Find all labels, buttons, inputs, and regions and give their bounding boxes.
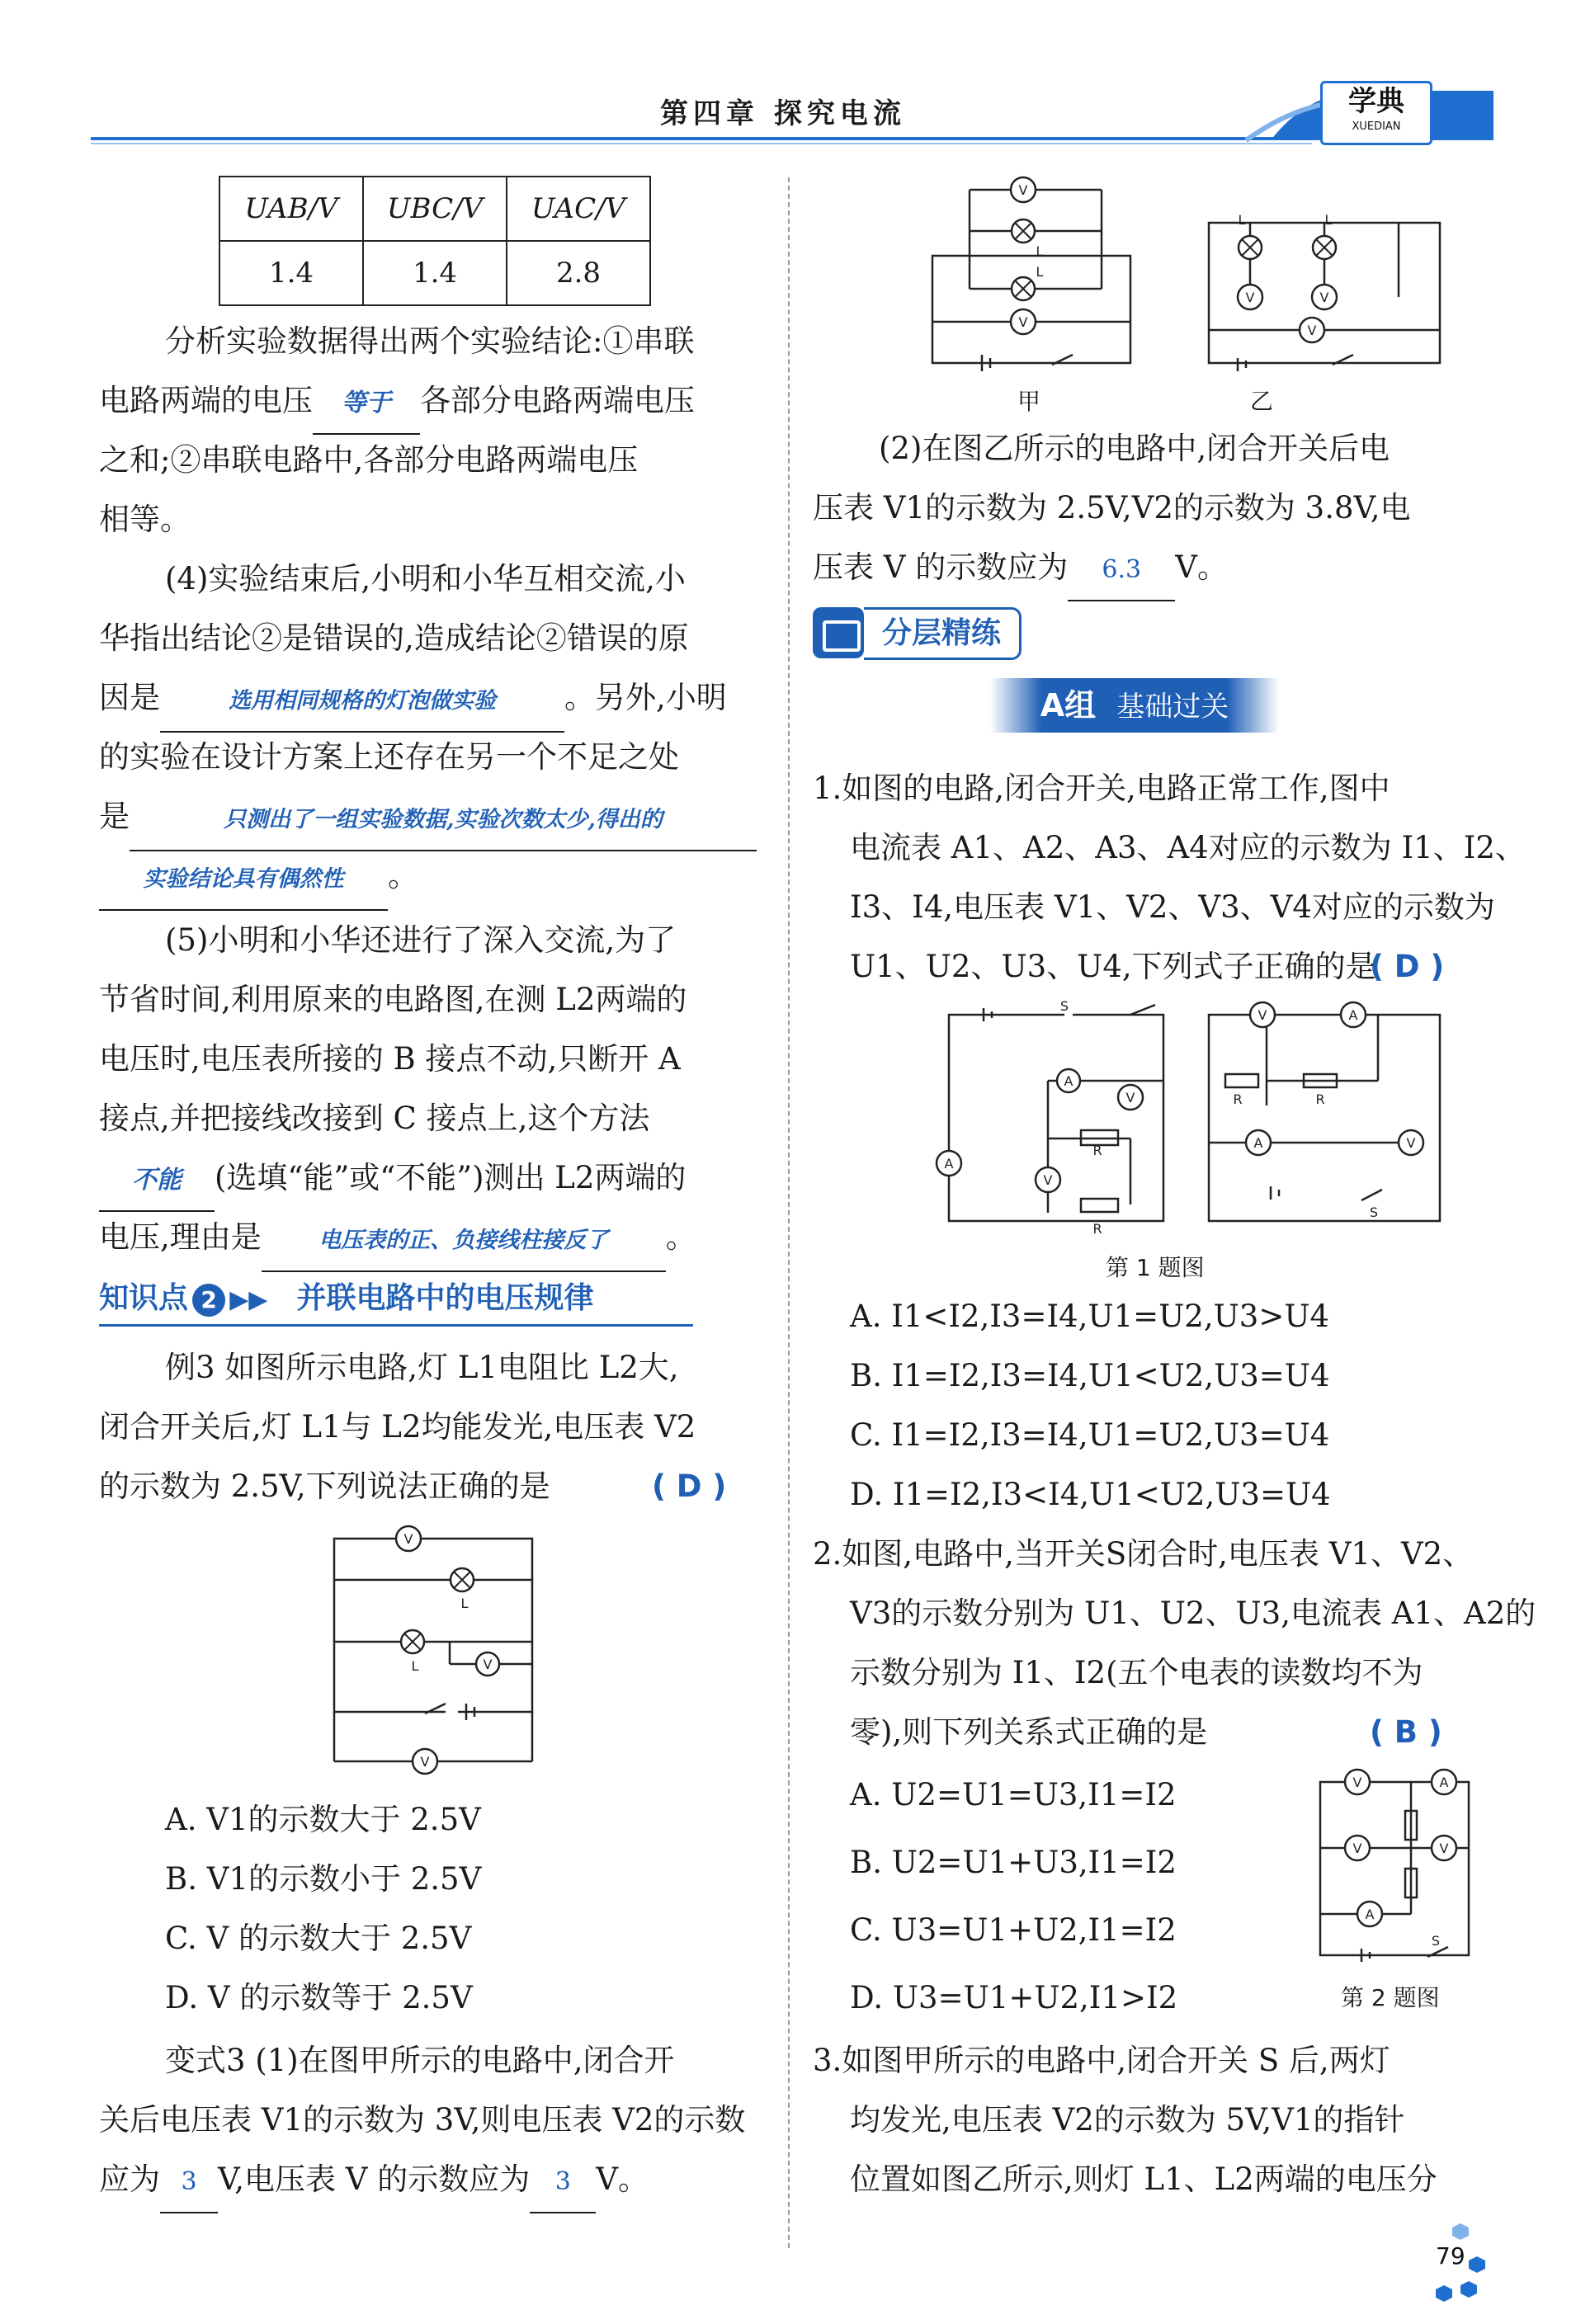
section-header [813,604,1060,663]
page-header [0,0,1576,157]
kp-title: 并联电路中的电压规律 [296,1281,594,1315]
brand-name: 学典 [1348,85,1404,118]
text-line: 电压时,电压表所接的 B 接点不动,只断开 A [99,1041,681,1077]
svg-text:V: V [1257,1007,1267,1023]
svg-text:A: A [1365,1907,1375,1922]
text-line: 节省时间,利用原来的电路图,在测 L2两端的 [99,982,687,1017]
circuit-diagram-example3 [326,1522,540,1778]
text-line: U1、U2、U3、U4,下列式子正确的是 [850,949,1376,984]
text-line: 不能 (选填“能”或“不能”)测出 L2两端的 [99,1148,686,1212]
text-line: 相等。 [99,502,191,537]
option-D: D. V 的示数等于 2.5V [165,1980,473,2015]
q2-option-A: A. U2=U1=U3,I1=I2 [850,1777,1177,1813]
svg-text:V: V [1125,1090,1135,1105]
text-line: 示数分别为 I1、I2(五个电表的读数均不为 [850,1655,1423,1690]
text-line: 变式3 (1)在图甲所示的电路中,闭合开 [165,2043,675,2078]
text-line: 位置如图乙所示,则灯 L1、L2两端的电压分 [850,2161,1437,2197]
chapter-title: 第四章 探究电流 [660,97,906,130]
svg-text:V: V [1439,1841,1449,1856]
circuit-diagram-q2 [1312,1765,1477,1972]
q1-option-C: C. I1=I2,I3=I4,U1=U2,U3=U4 [850,1417,1330,1453]
text-line: 1.如图的电路,闭合开关,电路正常工作,图中 [813,771,1390,806]
text-line: 之和;②串联电路中,各部分电路两端电压 [99,442,639,478]
table-cell: 2.8 [507,241,650,305]
svg-text:V: V [1352,1841,1362,1856]
svg-text:R: R [1315,1091,1325,1107]
text-line: 接点,并把接线改接到 C 接点上,这个方法 [99,1101,650,1136]
svg-text:V: V [1018,314,1028,330]
svg-text:V: V [420,1754,430,1770]
svg-text:L: L [1238,212,1246,228]
text-line: 电流表 A1、A2、A3、A4对应的示数为 I1、I2、 [850,830,1526,865]
group-label: A组 [1040,687,1097,724]
answer-blank: 只测出了一组实验数据,实验次数太少,得出的 [130,790,757,851]
text-line: 分析实验数据得出两个实验结论:①串联 [165,323,695,359]
q1-option-D: D. I1=I2,I3<I4,U1<U2,U3=U4 [850,1477,1331,1512]
text-line: 应为 3 V,电压表 V 的示数应为 3 V。 [99,2150,649,2213]
book-icon [813,607,864,658]
svg-text:A: A [1348,1007,1358,1023]
column-divider [788,177,790,2248]
brand-logo [1320,81,1432,145]
text-line: I3、I4,电压表 V1、V2、V3、V4对应的示数为 [850,889,1495,925]
text-line: 的示数为 2.5V,下列说法正确的是 [99,1468,550,1504]
q2-option-B: B. U2=U1+U3,I1=I2 [850,1845,1177,1880]
circuit-diagrams-jia-yi [920,173,1465,404]
svg-text:V: V [1307,323,1317,338]
svg-text:S: S [1369,1204,1379,1220]
figure-label-jia: 甲 [1017,388,1041,415]
svg-text:A: A [1064,1073,1073,1089]
table-cell: 1.4 [363,241,507,305]
table-header: UBC/V [363,177,507,241]
answer-blank: 不能 [99,1151,215,1212]
text-line: 关后电压表 V1的示数为 3V,则电压表 V2的示数 [99,2102,746,2138]
text-line: 压表 V1的示数为 2.5V,V2的示数为 3.8V,电 [813,490,1411,526]
answer-blank: 选用相同规格的灯泡做实验 [160,672,564,733]
table-header: UAB/V [219,177,363,241]
answer-blank: 6.3 [1068,540,1175,601]
text-line: (5)小明和小华还进行了深入交流,为了 [165,922,677,958]
q1-option-B: B. I1=I2,I3=I4,U1<U2,U3=U4 [850,1358,1330,1393]
answer-choice: ( D ) [652,1468,727,1504]
answer-blank: 等于 [313,374,420,435]
text-line: V3的示数分别为 U1、U2、U3,电流表 A1、A2的 [850,1596,1536,1631]
text-line: 电压,理由是 电压表的正、负接线柱接反了 。 [99,1208,696,1272]
svg-text:S: S [1059,998,1069,1014]
answer-choice: ( B ) [1370,1714,1442,1750]
svg-text:V: V [1043,1172,1053,1188]
svg-text:L: L [1036,264,1044,280]
q2-option-C: C. U3=U1+U2,I1=I2 [850,1912,1177,1948]
svg-text:L: L [1324,212,1333,228]
svg-text:V: V [1352,1775,1362,1790]
svg-text:V: V [1319,290,1329,305]
play-arrows-icon: ▶▶ [229,1285,268,1314]
answer-blank: 电压表的正、负接线柱接反了 [262,1211,666,1272]
data-table [219,176,651,306]
svg-text:V: V [403,1531,413,1547]
group-banner [990,678,1279,733]
page-number: 79 [1436,2242,1465,2270]
svg-text:R: R [1092,1221,1102,1237]
option-C: C. V 的示数大于 2.5V [165,1921,472,1956]
text-line: 3.如图甲所示的电路中,闭合开关 S 后,两灯 [813,2043,1390,2078]
page-number-decoration [1419,2219,1493,2302]
kp-label: 知识点 [99,1281,189,1315]
q2-option-D: D. U3=U1+U2,I1>I2 [850,1980,1178,2015]
figure-caption: 第 2 题图 [1341,1984,1440,2011]
svg-text:A: A [1439,1775,1449,1790]
svg-text:L: L [1036,243,1044,259]
group-title: 基础过关 [1116,691,1229,724]
svg-text:R: R [1233,1091,1243,1107]
option-A: A. V1的示数大于 2.5V [165,1802,481,1837]
option-B: B. V1的示数小于 2.5V [165,1861,482,1897]
text-line: 的实验在设计方案上还存在另一个不足之处 [99,739,679,775]
q1-option-A: A. I1<I2,I3=I4,U1=U2,U3>U4 [850,1299,1330,1334]
svg-text:V: V [1018,182,1028,198]
svg-text:V: V [1406,1135,1416,1151]
text-line: 实验结论具有偶然性 。 [99,846,418,911]
answer-blank: 实验结论具有偶然性 [99,850,388,911]
text-line: (4)实验结束后,小明和小华互相交流,小 [165,561,686,596]
svg-text:A: A [1253,1135,1263,1151]
text-line: 均发光,电压表 V2的示数为 5V,V1的指针 [850,2102,1405,2138]
text-line: 零),则下列关系式正确的是 [850,1714,1208,1750]
svg-text:L: L [411,1658,419,1674]
text-line: 是 只测出了一组实验数据,实验次数太少,得出的 [99,787,757,851]
section-title: 分层精练 [864,607,1022,660]
svg-text:L: L [460,1596,469,1611]
svg-text:S: S [1431,1933,1441,1949]
svg-text:A: A [944,1156,954,1171]
circuit-diagram-q1 [916,998,1460,1246]
text-line: (2)在图乙所示的电路中,闭合开关后电 [879,431,1390,466]
table-header: UAC/V [507,177,650,241]
svg-text:V: V [1245,290,1255,305]
svg-text:V: V [483,1657,493,1672]
brand-sub: XUEDIAN [1352,120,1401,133]
answer-blank: 3 [160,2152,218,2213]
text-line: 2.如图,电路中,当开关S闭合时,电压表 V1、V2、 [813,1536,1474,1572]
answer-blank: 3 [530,2152,596,2213]
figure-caption: 第 1 题图 [1106,1254,1205,1281]
text-line: 压表 V 的示数应为 6.3 V。 [813,538,1228,601]
text-line: 华指出结论②是错误的,造成结论②错误的原 [99,620,689,656]
text-line: 例3 如图所示电路,灯 L1电阻比 L2大, [165,1350,679,1385]
answer-choice: ( D ) [1370,949,1445,984]
table-cell: 1.4 [219,241,363,305]
text-line: 闭合开关后,灯 L1与 L2均能发光,电压表 V2 [99,1409,696,1445]
kp-number-badge: 2 [192,1284,225,1317]
figure-label-yi: 乙 [1250,388,1274,415]
svg-text:R: R [1092,1143,1102,1158]
text-line: 电路两端的电压 等于 各部分电路两端电压 [99,371,695,435]
text-line: 因是 选用相同规格的灯泡做实验 。另外,小明 [99,668,727,733]
knowledge-point-header [99,1275,693,1327]
